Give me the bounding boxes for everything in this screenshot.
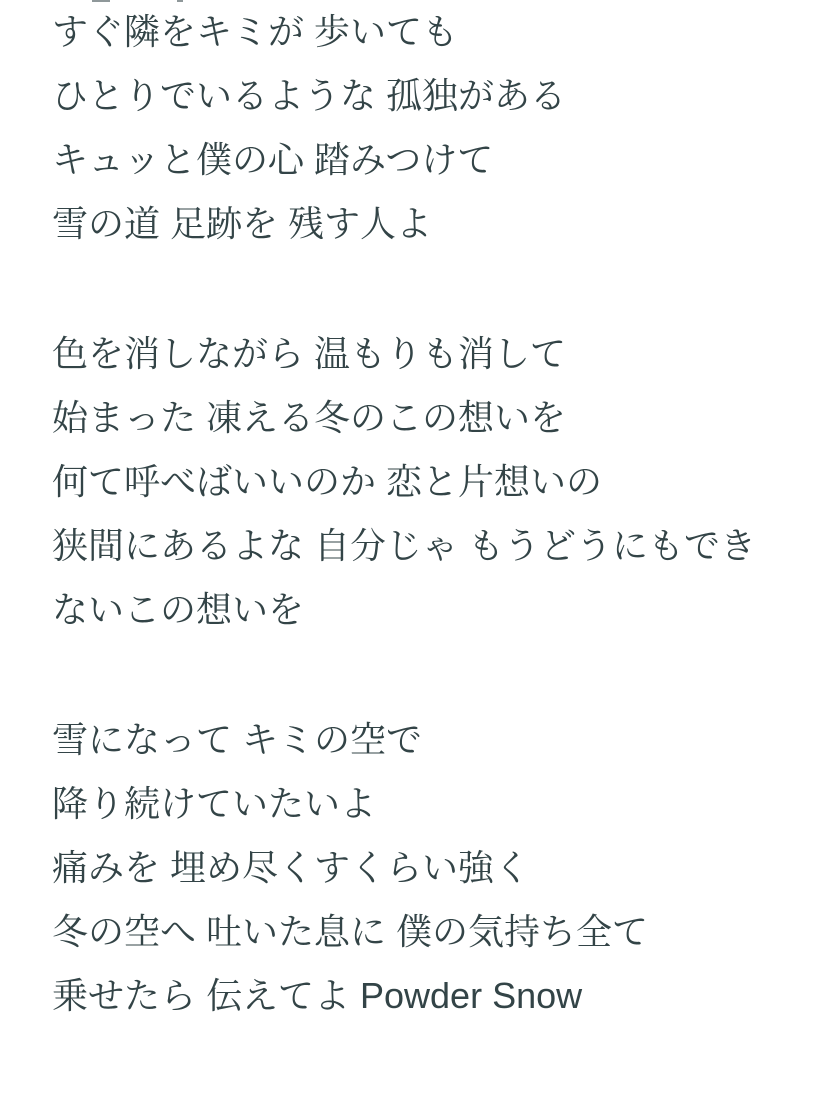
lyric-line: 始まった 凍える冬のこの想いを [52, 397, 567, 438]
lyric-line: 冬の空へ 吐いた息に 僕の気持ち全て [52, 911, 649, 952]
lyric-line: ひとりでいるような 孤独がある [52, 75, 567, 116]
lyrics-container [52, 0, 820, 1094]
lyric-line: 雪になって キミの空で [52, 719, 423, 760]
lyric-line: 何て呼べばいいのか 恋と片想いの [52, 461, 603, 502]
lyric-line: 痛みを 埋め尽くすくらい強く [52, 847, 531, 888]
stanza-3 [52, 708, 820, 1028]
lyric-line: ないこの想いを [52, 589, 305, 630]
lyric-line: キュッと僕の心 踏みつけて [52, 139, 494, 180]
stanza-1 [52, 0, 820, 256]
lyric-line: 色を消しながら 温もりも消して [52, 333, 567, 374]
lyric-line: 降り続けていたいよ [52, 783, 377, 824]
stanza-2 [52, 322, 820, 642]
lyric-line: 狭間にあるよな 自分じゃ もうどうにもでき [52, 525, 757, 566]
lyric-line: すぐ隣をキミが 歩いても [52, 11, 459, 52]
lyric-line: 雪の道 足跡を 残す人よ [52, 203, 433, 244]
lyric-line: 乗せたら 伝えてよ Powder Snow [52, 975, 583, 1016]
